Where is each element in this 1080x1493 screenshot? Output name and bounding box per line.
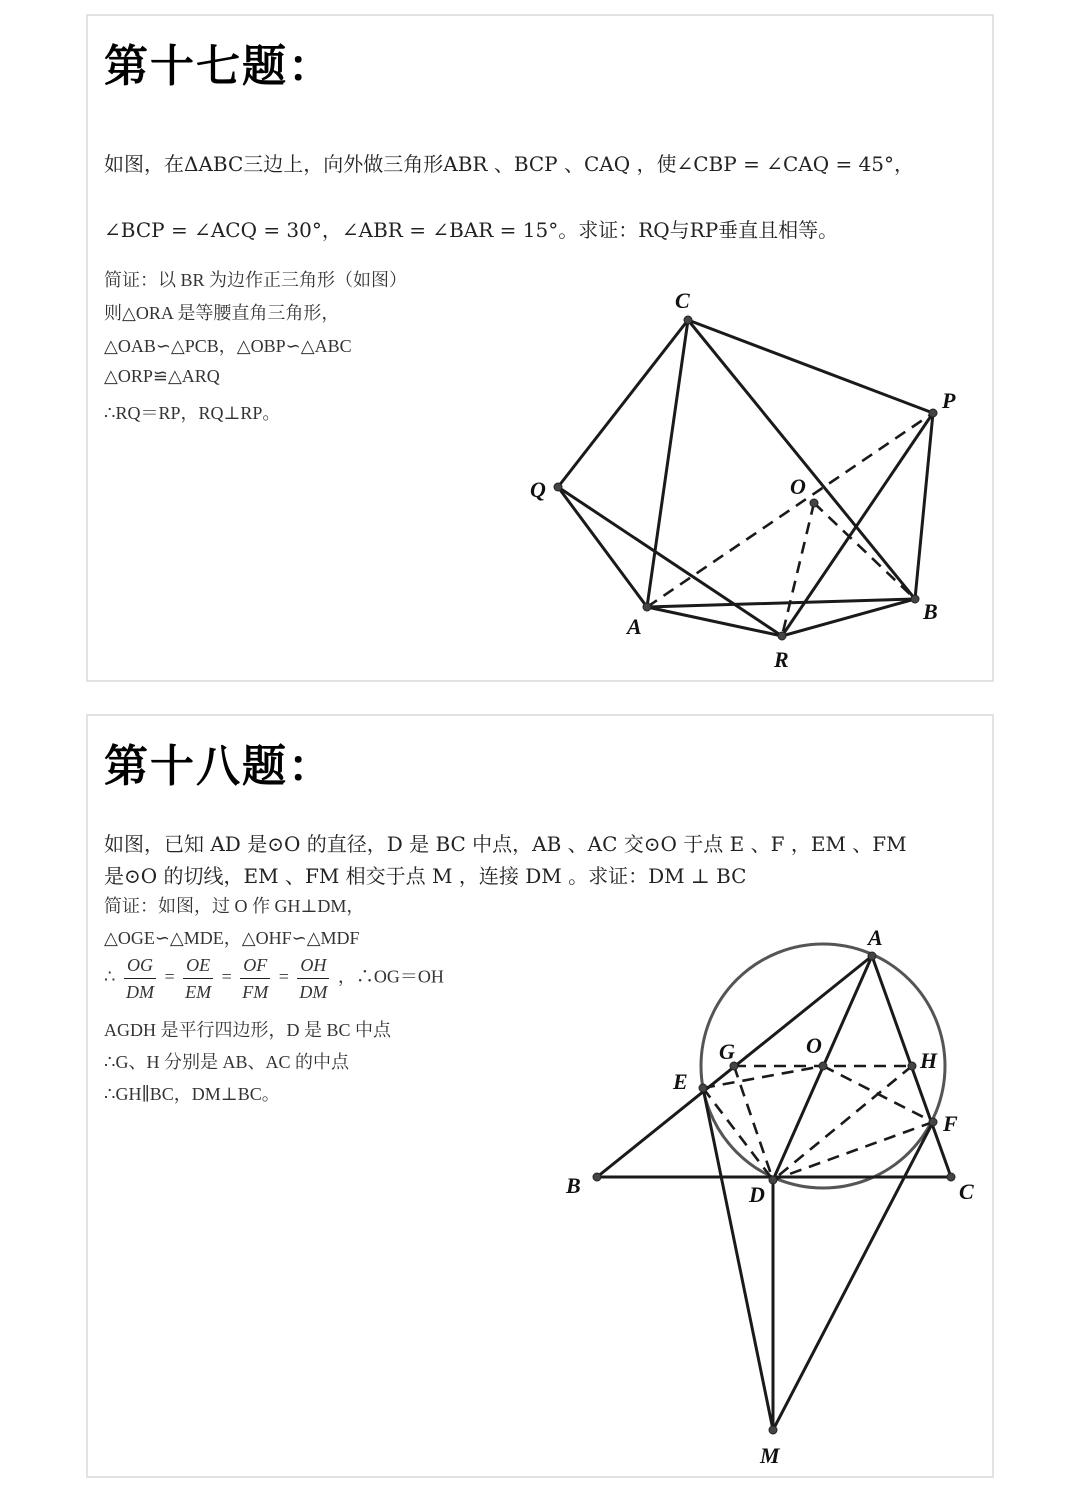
problem-18-proof-line: ∴GH∥BC，DM⊥BC。 [104,1084,280,1104]
problem-18-proof-line: △OGE∽△MDE，△OHF∽△MDF [104,928,360,948]
equals-sign: = [164,966,175,987]
label-A: A [627,614,642,639]
segment-FM [773,1122,933,1430]
label-O: O [806,1033,822,1058]
point-M [769,1426,777,1434]
label-B: B [923,599,938,624]
label-M: M [760,1443,780,1468]
label-C: C [959,1179,974,1204]
label-P: P [942,388,956,413]
label-Q: Q [530,477,546,502]
fraction-prefix: ∴ [104,966,116,987]
fraction-numerator: OF [240,952,270,979]
problem-17-statement-line1: 如图，在ΔABC三边上，向外做三角形ABR 、BCP 、CAQ ，使∠CBP = ∠CAQ = 45°， [104,152,915,176]
problem-18-proof-line: 简证：如图，过 O 作 GH⊥DM， [104,896,365,916]
label-R: R [774,647,789,672]
point-C [947,1173,955,1181]
problem-18-statement-line2: 是⊙O 的切线，EM 、FM 相交于点 M ，连接 DM 。求证：DM ⊥ BC [104,864,747,888]
problem-18-proof-line: AGDH 是平行四边形，D 是 BC 中点 [104,1020,392,1040]
point-E [699,1084,707,1092]
problem-17-proof-line: △OAB∽△PCB，△OBP∽△ABC [104,336,352,356]
equals-sign: = [278,966,289,987]
label-C: C [675,288,690,313]
equals-sign: = [221,966,232,987]
dashed-GD [734,1066,773,1180]
problem-17-title: 第十七题： [104,41,334,92]
fraction-denominator: EM [185,982,212,1002]
label-F: F [943,1111,958,1136]
label-O: O [790,474,806,499]
problem-17-proof-line: 则△ORA 是等腰直角三角形， [104,303,340,323]
problem-18-title: 第十八题： [104,741,334,792]
point-H [908,1062,916,1070]
label-E: E [673,1069,688,1094]
fraction-denominator: FM [242,982,269,1002]
label-H: H [920,1048,938,1073]
point-F [929,1118,937,1126]
point-O [819,1062,827,1070]
problem-17-proof-line: △ORP≌△ARQ [104,366,220,386]
label-G: G [719,1039,735,1064]
label-B: B [566,1173,581,1198]
point-A [868,952,876,960]
fraction-numerator: OH [297,952,329,979]
problem-17-proof-line: 简证：以 BR 为边作正三角形（如图） [104,270,408,290]
problem-18-statement-line1: 如图，已知 AD 是⊙O 的直径，D 是 BC 中点，AB 、AC 交⊙O 于点 E 、F ，EM 、FM [104,832,907,856]
problem-17-proof-line: ∴RQ＝RP，RQ⊥RP。 [104,403,281,423]
point-D [769,1176,777,1184]
fraction-denominator: DM [299,982,328,1002]
label-A: A [868,925,883,950]
point-B [593,1173,601,1181]
fraction-numerator: OG [124,952,156,979]
label-D: D [749,1182,765,1207]
fraction-denominator: DM [125,982,154,1002]
problem-17-statement-line2: ∠BCP = ∠ACQ = 30°，∠ABR = ∠BAR = 15°。求证：RQ与RP垂直且相等。 [104,218,839,242]
segment-EM [703,1088,773,1430]
problem-18-proof-line: ∴G、H 分别是 AB、AC 的中点 [104,1052,349,1072]
fraction-numerator: OE [183,952,213,979]
fraction-conclusion: ，∴OG＝OH [337,966,444,987]
dashed-HD [773,1066,912,1180]
